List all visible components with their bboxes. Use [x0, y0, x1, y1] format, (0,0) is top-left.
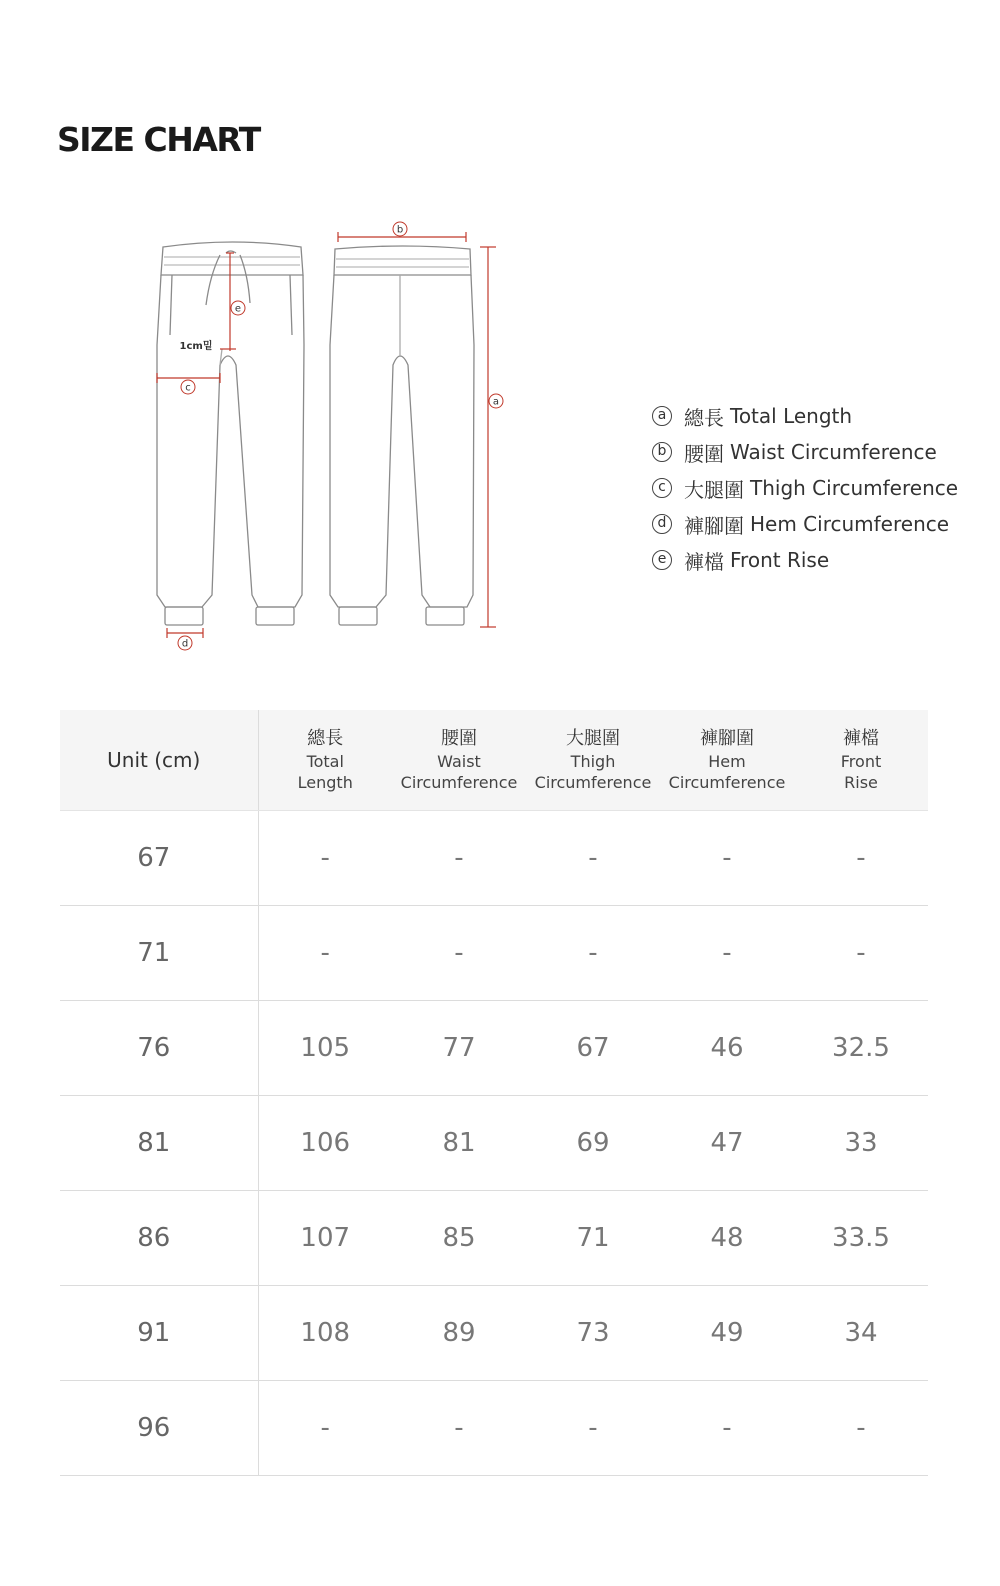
- pants-diagram: [140, 215, 520, 655]
- value-cell: -: [454, 937, 464, 968]
- value-cell: -: [722, 1412, 732, 1443]
- col-header-total-length: 總長 Total Length: [258, 710, 392, 810]
- legend-zh: 腰圍: [684, 441, 724, 466]
- legend-marker: d: [652, 514, 672, 534]
- marker-b: [393, 222, 407, 236]
- size-cell: 86: [60, 1190, 258, 1285]
- table-row: [60, 1190, 928, 1285]
- value-cell: 107: [300, 1222, 351, 1253]
- legend-zh: 褲檔: [684, 549, 724, 574]
- legend-en: Thigh Circumference: [750, 476, 959, 500]
- value-cell: 47: [710, 1127, 744, 1158]
- size-cell: 67: [60, 810, 258, 905]
- size-cell: 91: [60, 1285, 258, 1380]
- value-cell: 49: [710, 1317, 744, 1348]
- legend-zh: 大腿圍: [684, 477, 744, 502]
- value-cell: 33.5: [832, 1222, 890, 1253]
- col-header-front-rise: 褲檔 Front Rise: [794, 710, 928, 810]
- value-cell: -: [588, 937, 598, 968]
- value-cell: 34: [844, 1317, 878, 1348]
- value-cell: -: [588, 1412, 598, 1443]
- value-cell: 32.5: [832, 1032, 890, 1063]
- value-cell: -: [856, 1412, 866, 1443]
- value-cell: 69: [576, 1127, 610, 1158]
- unit-header: Unit (cm): [60, 710, 258, 810]
- measurement-legend: [652, 398, 958, 578]
- value-cell: -: [320, 937, 330, 968]
- legend-item-front-rise: [652, 542, 958, 578]
- table-row: [60, 905, 928, 1000]
- legend-marker: c: [652, 478, 672, 498]
- legend-en: Front Rise: [730, 548, 830, 572]
- rise-note: 1cm밑: [179, 341, 213, 352]
- value-cell: 85: [442, 1222, 476, 1253]
- legend-zh: 褲腳圍: [684, 513, 744, 538]
- value-cell: -: [454, 842, 464, 873]
- size-cell: 81: [60, 1095, 258, 1190]
- value-cell: -: [722, 937, 732, 968]
- legend-marker: e: [652, 550, 672, 570]
- table-row: [60, 810, 928, 905]
- marker-a: [489, 394, 503, 408]
- svg-text:b: b: [396, 224, 404, 236]
- value-cell: 73: [576, 1317, 610, 1348]
- marker-d: [178, 636, 192, 650]
- value-cell: -: [320, 842, 330, 873]
- value-cell: 77: [442, 1032, 476, 1063]
- value-cell: -: [856, 937, 866, 968]
- table-row: [60, 1285, 928, 1380]
- value-cell: 46: [710, 1032, 744, 1063]
- value-cell: 106: [300, 1127, 351, 1158]
- legend-en: Hem Circumference: [750, 512, 950, 536]
- value-cell: 67: [576, 1032, 610, 1063]
- value-cell: -: [320, 1412, 330, 1443]
- page-title: SIZE CHART: [57, 120, 260, 159]
- legend-en: Total Length: [730, 404, 853, 428]
- table-row: [60, 1000, 928, 1095]
- legend-en: Waist Circumference: [730, 440, 937, 464]
- svg-text:c: c: [185, 382, 191, 394]
- size-cell: 96: [60, 1380, 258, 1475]
- marker-e: [231, 301, 245, 315]
- value-cell: 33: [844, 1127, 878, 1158]
- marker-c: [181, 380, 195, 394]
- legend-zh: 總長: [684, 405, 724, 430]
- table-header-row: [60, 710, 928, 810]
- svg-text:d: d: [181, 638, 189, 650]
- legend-item-waist: [652, 434, 958, 470]
- size-table: [60, 710, 928, 1476]
- back-view: [330, 246, 474, 625]
- value-cell: 48: [710, 1222, 744, 1253]
- value-cell: -: [722, 842, 732, 873]
- value-cell: 105: [300, 1032, 351, 1063]
- legend-marker: b: [652, 442, 672, 462]
- size-cell: 71: [60, 905, 258, 1000]
- value-cell: 108: [300, 1317, 351, 1348]
- value-cell: -: [588, 842, 598, 873]
- value-cell: -: [454, 1412, 464, 1443]
- value-cell: -: [856, 842, 866, 873]
- value-cell: 71: [576, 1222, 610, 1253]
- table-row: [60, 1095, 928, 1190]
- legend-item-thigh: [652, 470, 958, 506]
- table-row: [60, 1380, 928, 1475]
- legend-marker: a: [652, 406, 672, 426]
- col-header-hem: 褲腳圍 Hem Circumference: [660, 710, 794, 810]
- value-cell: 81: [442, 1127, 476, 1158]
- value-cell: 89: [442, 1317, 476, 1348]
- svg-text:a: a: [492, 396, 500, 408]
- col-header-waist: 腰圍 Waist Circumference: [392, 710, 526, 810]
- legend-item-total-length: [652, 398, 958, 434]
- legend-item-hem: [652, 506, 958, 542]
- size-cell: 76: [60, 1000, 258, 1095]
- svg-text:e: e: [234, 303, 242, 315]
- col-header-thigh: 大腿圍 Thigh Circumference: [526, 710, 660, 810]
